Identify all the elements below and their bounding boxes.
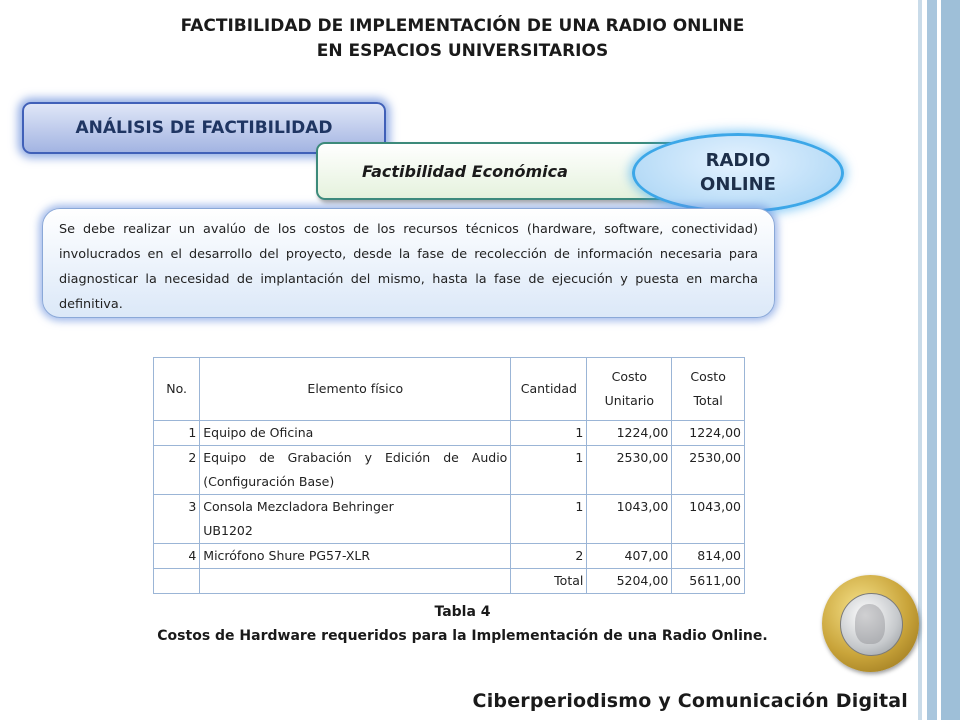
cell-cantidad: 2 <box>511 544 587 569</box>
cell-no: 4 <box>154 544 200 569</box>
cell-costo-unitario: 407,00 <box>587 544 672 569</box>
factibilidad-banner-label: Factibilidad Económica <box>362 161 568 181</box>
description-text: Se debe realizar un avalúo de los costos de los recursos técnicos (hardware, software, conectividad) involucrados en el desarrollo del proyecto, desde la fase de recolección de información necesaria para diagnosticar la necesidad de implantación del mismo, hasta la fase de ejecución y puesta en marcha definitiva. <box>59 222 758 312</box>
cell-cantidad: 1 <box>511 495 587 544</box>
header-costo-total-line-2: Total <box>693 393 723 408</box>
header-costo-total <box>672 358 745 421</box>
cell-costo-total: 2530,00 <box>672 446 745 495</box>
header-no: No. <box>154 358 200 421</box>
slide-title-line-2: EN ESPACIOS UNIVERSITARIOS <box>316 41 609 61</box>
footer-label: Ciberperiodismo y Comunicación Digital <box>472 690 908 712</box>
table-total-row <box>154 569 745 594</box>
cell-costo-unitario: 2530,00 <box>587 446 672 495</box>
cell-empty <box>154 569 200 594</box>
cell-empty <box>200 569 511 594</box>
total-label: Total <box>511 569 587 594</box>
slide-title-line-1: FACTIBILIDAD DE IMPLEMENTACIÓN DE UNA RADIO ONLINE <box>180 16 745 36</box>
radio-online-bubble <box>632 133 844 213</box>
header-costo-unitario <box>587 358 672 421</box>
header-costo-unitario-line-2: Unitario <box>604 393 655 408</box>
table-caption-label: Tabla 4 <box>434 604 491 620</box>
cell-costo-unitario: 1224,00 <box>587 421 672 446</box>
cell-elemento: Equipo de Grabación y Edición de Audio (Configuración Base) <box>200 446 511 495</box>
table-row <box>154 421 745 446</box>
slide-title <box>0 14 925 64</box>
cell-costo-total: 1224,00 <box>672 421 745 446</box>
cell-no: 2 <box>154 446 200 495</box>
coin-image <box>822 575 919 672</box>
table-row <box>154 544 745 569</box>
cell-costo-unitario: 1043,00 <box>587 495 672 544</box>
cell-elemento: Equipo de Oficina <box>200 421 511 446</box>
header-elemento: Elemento físico <box>200 358 511 421</box>
cell-no: 1 <box>154 421 200 446</box>
description-box <box>42 208 775 318</box>
total-costo-unitario: 5204,00 <box>587 569 672 594</box>
table-row <box>154 446 745 495</box>
cell-costo-total: 1043,00 <box>672 495 745 544</box>
table-header-row <box>154 358 745 421</box>
cell-elemento: Micrófono Shure PG57-XLR <box>200 544 511 569</box>
coin-center <box>840 593 903 656</box>
radio-bubble-line-1: RADIO <box>705 150 771 171</box>
cell-costo-total: 814,00 <box>672 544 745 569</box>
coin-portrait <box>855 604 885 644</box>
cell-elemento: Consola Mezcladora Behringer UB1202 <box>200 495 511 544</box>
analisis-banner-label: ANÁLISIS DE FACTIBILIDAD <box>75 118 333 138</box>
cell-cantidad: 1 <box>511 421 587 446</box>
header-cantidad: Cantidad <box>511 358 587 421</box>
cell-no: 3 <box>154 495 200 544</box>
table-row <box>154 495 745 544</box>
header-costo-total-line-1: Costo <box>690 369 726 384</box>
stripe <box>941 0 960 720</box>
radio-bubble-line-2: ONLINE <box>700 174 776 195</box>
cell-cantidad: 1 <box>511 446 587 495</box>
table-caption-text: Costos de Hardware requeridos para la Implementación de una Radio Online. <box>157 628 768 644</box>
hardware-costs-table <box>153 357 745 594</box>
header-costo-unitario-line-1: Costo <box>611 369 648 384</box>
total-costo-total: 5611,00 <box>672 569 745 594</box>
stripe <box>927 0 937 720</box>
